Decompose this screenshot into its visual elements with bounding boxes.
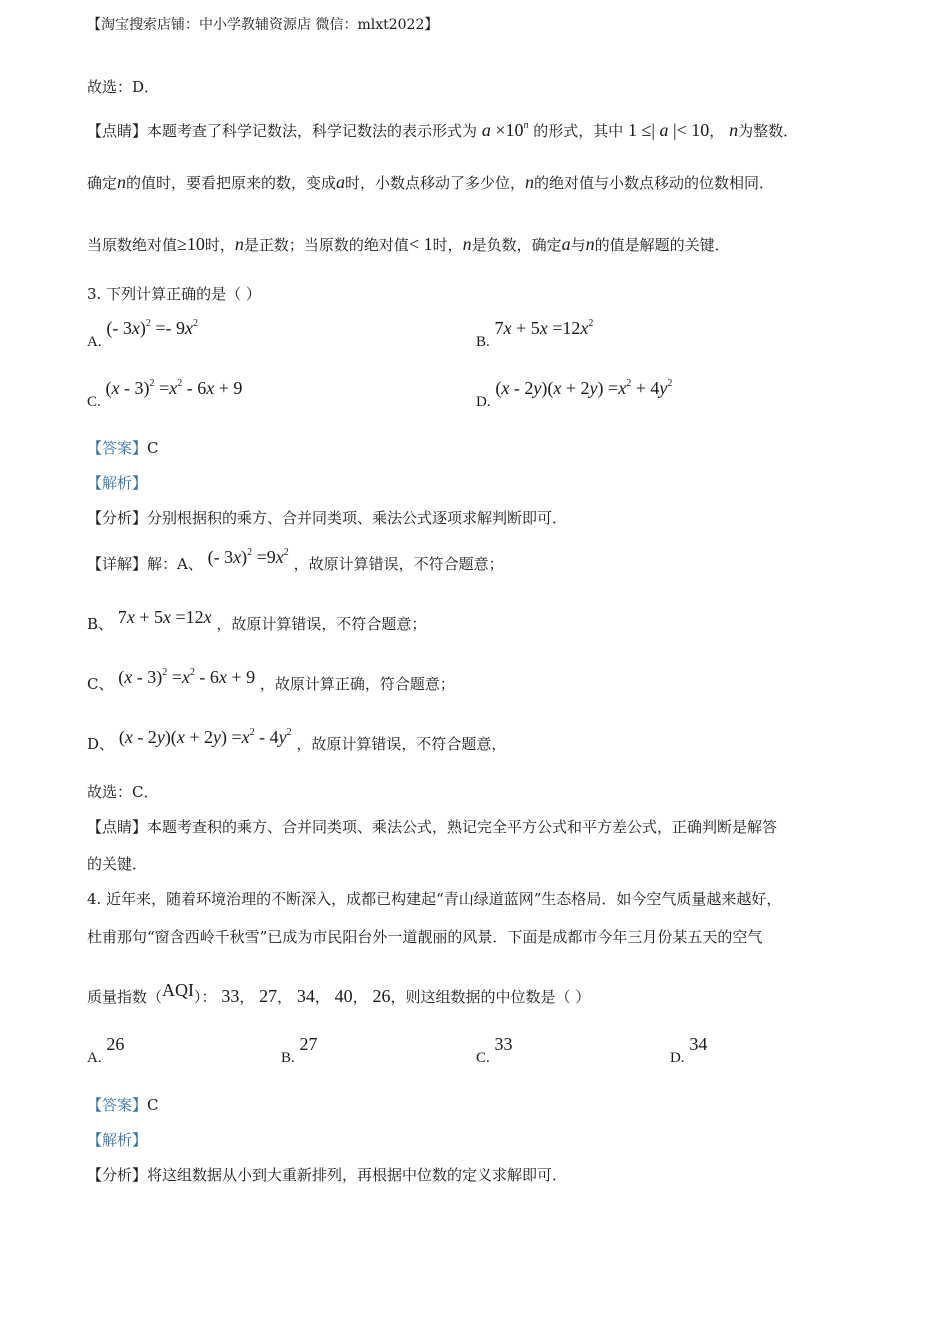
q3-answer (87, 437, 159, 458)
q3-option-a[interactable]: A. (- $3x)^2 =- 9x^2$ (87, 318, 199, 350)
q3-comment-2: 的关键． (87, 855, 148, 873)
q3-option-b-expr: $7x + 5x =12x^2$ (494, 318, 594, 338)
q4-analysis-tag: 【解析】 (87, 1131, 148, 1149)
aqi-value-4: 40 (334, 986, 353, 1006)
q3-comment-1: 【点睛】本题考查积的乘方、合并同类项、乘法公式，熟记完全平方公式和平方差公式，正确判断是解答 (87, 818, 778, 836)
q4-stem-2: 杜甫那句“窗含西岭千秋雪”已成为市民阳台外一道靓丽的风景．下面是成都市今年三月份某五天的空气 (87, 928, 763, 946)
q3-stem: 3. 下列计算正确的是（ ） (87, 285, 261, 303)
sci-notation-formula: $a \times 10^n$ (481, 120, 529, 140)
q3-option-a-expr: (- $3x)^2 =- 9x^2$ (106, 318, 199, 338)
q4-option-b[interactable]: B. 27 (281, 1034, 318, 1066)
q3-option-c[interactable]: C. $(x - 3)^2 =x^2 - 6x + 9$ (87, 378, 243, 410)
q3-select-line: 故选：C． (87, 783, 159, 801)
q4-fenxi: 【分析】将这组数据从小到大重新排列，再根据中位数的定义求解即可． (87, 1166, 568, 1184)
answer-value: C (147, 1096, 159, 1114)
q3-fenxi: 【分析】分别根据积的乘方、合并同类项、乘法公式逐项求解判断即可． (87, 509, 568, 527)
answer-tag: 【答案】 (87, 439, 148, 457)
q4-stem-3: 质量指数（AQI）： 33， 27， 34， 40， 26，则这组数据的中位数是（ ） (87, 980, 591, 1006)
aqi-value-3: 34 (296, 986, 315, 1006)
answer-value: C (147, 439, 159, 457)
answer-tag: 【答案】 (87, 1096, 148, 1114)
q3-detail-a: 【详解】解：A、 (- $3x)^2 =9x^2$ ，故原计算错误，不符合题意； (87, 547, 504, 573)
q2-comment-line-1: 【点睛】本题考查了科学记数法，科学记数法的表示形式为 $a \times 10^n$ 的形式，其中 1 ≤| a |< 10， n为整数． (87, 120, 799, 140)
q3-detail-c: C、 $(x - 3)^2 =x^2 - 6x + 9$ ，故原计算正确，符合题意； (87, 667, 455, 693)
q4-option-d[interactable]: D. 34 (670, 1034, 708, 1066)
aqi-value-5: 26 (372, 986, 391, 1006)
q3-analysis-tag: 【解析】 (87, 474, 148, 492)
header-banner: 【淘宝搜索店铺：中小学教辅资源店 微信：mlxt2022】 (87, 17, 439, 33)
q3-option-b[interactable]: B. $7x + 5x =12x^2$ (476, 318, 594, 350)
comment-tag: 【点睛】 (87, 122, 148, 140)
q3-option-d[interactable]: D. $(x - 2y)(x + 2y) =x^2 + 4y^2$ (476, 378, 673, 410)
q2-select-line: 故选：D． (87, 78, 160, 96)
q4-option-a[interactable]: A. 26 (87, 1034, 125, 1066)
q2-comment-line-2: 确定n的值时，要看把原来的数，变成a时，小数点移动了多少位，n的绝对值与小数点移动的位数相同． (87, 172, 775, 192)
q4-stem-1: 4. 近年来，随着环境治理的不断深入，成都已构建起“青山绿道蓝网”生态格局．如今空气质量越来越好， (87, 890, 782, 908)
q3-detail-b: B、 7x + 5x =12x ，故原计算错误，不符合题意； (87, 607, 427, 633)
q2-comment-line-3: 当原数绝对值≥10时，n是正数；当原数的绝对值< 1时，n是负数，确定a与n的值是解题的关键． (87, 234, 730, 254)
q4-answer (87, 1094, 159, 1115)
q3-option-d-expr: $(x - 2y)(x + 2y) =x^2 + 4y^2$ (495, 378, 673, 398)
range-formula: 1 ≤| a |< 10 (628, 120, 710, 140)
aqi-value-1: 33 (221, 986, 240, 1006)
q3-detail-d: D、 $(x - 2y)(x + 2y) =x^2 - 4y^2$ ，故原计算错误，不符合题意， (87, 727, 507, 753)
aqi-value-2: 27 (259, 986, 278, 1006)
q4-option-c[interactable]: C. 33 (476, 1034, 513, 1066)
q3-option-c-expr: $(x - 3)^2 =x^2 - 6x + 9$ (105, 378, 243, 398)
